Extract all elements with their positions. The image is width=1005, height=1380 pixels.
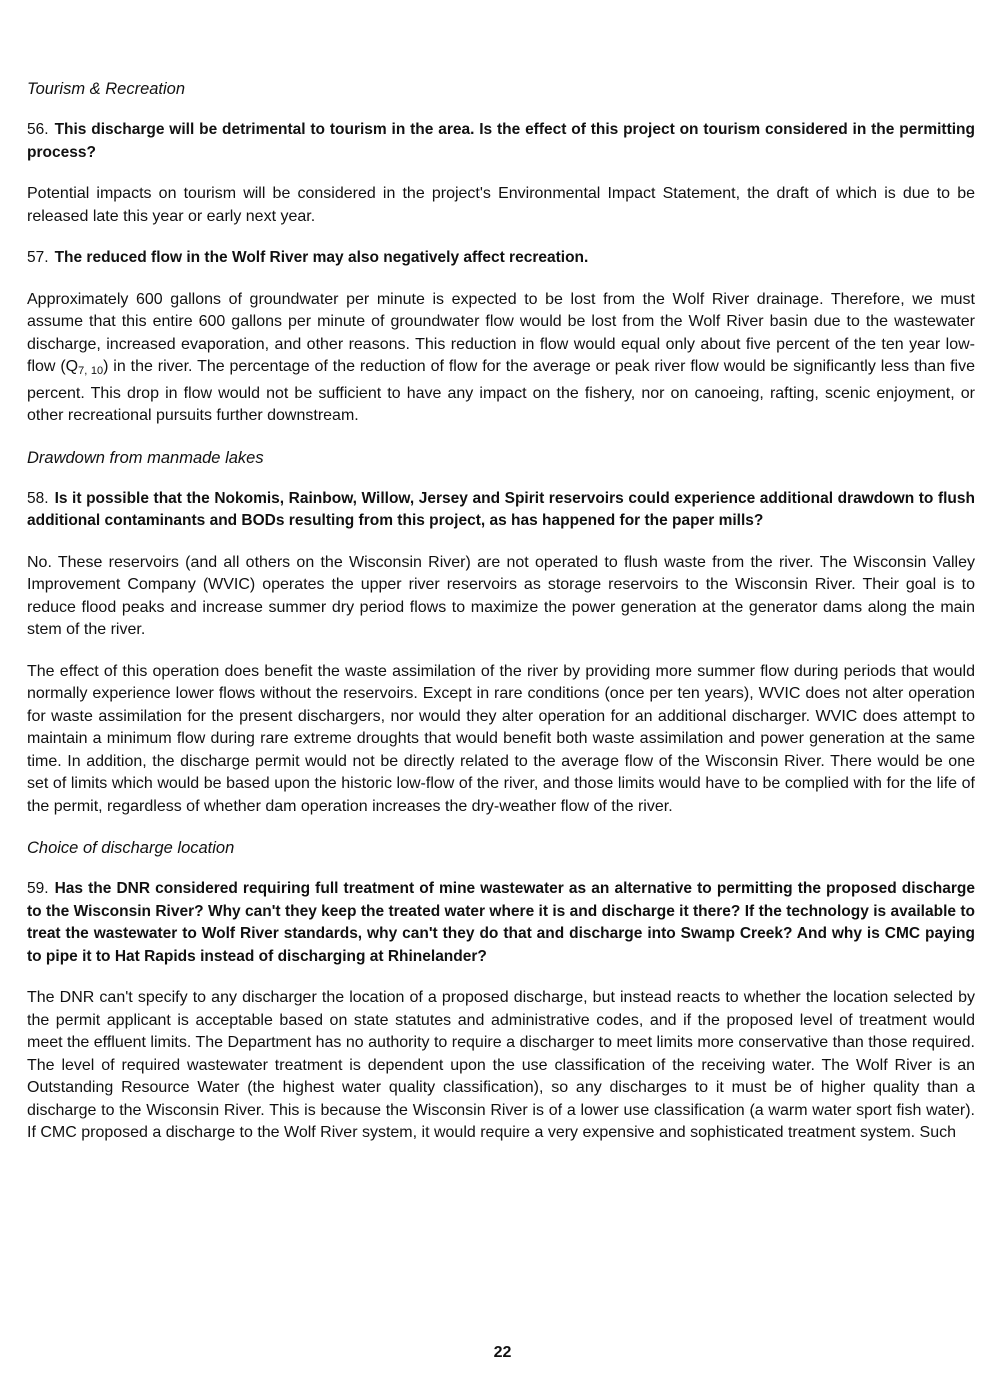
answer-58-paragraph-1: No. These reservoirs (and all others on the Wisconsin River) are not operated to flush waste from the river. The Wisconsin Valley Improvement Company (WVIC) operates the upper river reservoirs as storage reservoirs to the Wisconsin River. Their goal is to reduce flood peaks and increase summer dry period flows to maximize the power generation at the generator dams along the main stem of the river. [27, 553, 975, 638]
question-number: 57. [27, 249, 49, 266]
answer-text: ) in the river. The percentage of the reduction of flow for the average or peak river flow would be significantly less than five percent. This drop in flow would not be sufficient to have any impact on the fishery, nor on canoeing, rafting, scenic enjoyment, or other recreational pursuits further downstream. [27, 358, 976, 424]
document-page [27, 78, 975, 1164]
section-heading-choice: Choice of discharge location [27, 839, 235, 857]
question-58 [27, 488, 975, 533]
question-59 [27, 878, 975, 968]
flow-subscript: 7, 10 [78, 365, 104, 377]
question-text: Has the DNR considered requiring full treatment of mine wastewater as an alternative to permitting the proposed discharge to the Wisconsin River? Why can't they keep the treated water where it is and discharge it there? If the technology is available to treat the wastewater to Wolf River standards, why can't they do that and discharge into Swamp Creek? And why is CMC paying to pipe it to Hat Rapids instead of discharging at Rhinelander? [27, 880, 975, 965]
section-heading-drawdown: Drawdown from manmade lakes [27, 448, 264, 467]
question-number: 58. [27, 489, 49, 507]
question-text: This discharge will be detrimental to tourism in the area. Is the effect of this project on tourism considered in the permitting process? [27, 121, 975, 161]
question-57 [27, 247, 975, 270]
answer-59: The DNR can't specify to any discharger the location of a proposed discharge, but instead reacts to whether the location selected by the permit applicant is acceptable based on state statutes and administrative codes, and if the proposed level of treatment would meet the effluent limits. The Department has no authority to require a discharger to meet limits more conservative than those required. The level of required wastewater treatment is dependent upon the use classification of the receiving water. The Wolf River is an Outstanding Resource Water (the highest water quality classification), so any discharges to it must be of higher quality than a discharge to the Wisconsin River. This is because the Wisconsin River is of a lower use classification (a warm water sport fish water). If CMC proposed a discharge to the Wolf River system, it would require a very expensive and sophisticated treatment system. Such [27, 989, 975, 1141]
question-text: The reduced flow in the Wolf River may also negatively affect recreation. [54, 249, 589, 266]
question-56 [27, 119, 975, 164]
section-heading-tourism: Tourism & Recreation [27, 80, 186, 98]
answer-text: Approximately 600 gallons of groundwater per minute is expected to be lost from the Wolf River drainage. Therefore, we must assume that this entire 600 gallons per minute of groundwater flow would be lost from the Wolf River basin due to the wastewater discharge, increased evaporation, and other reasons. This reduction in flow would equal only about five percent of the ten year low-flow (Q [27, 290, 975, 375]
question-number: 56. [27, 121, 49, 138]
answer-57 [27, 289, 975, 428]
answer-58-paragraph-2: The effect of this operation does benefit the waste assimilation of the river by providing more summer flow during periods that would normally experience lower flows without the reservoirs. Except in rare conditions (once per ten years), WVIC does not alter operation for waste assimilation for the present dischargers, nor would they alter operation for an additional discharger. WVIC does attempt to maintain a minimum flow during rare extreme droughts that would benefit both waste assimilation and power generation at the same time. In addition, the discharge permit would not be directly related to the average flow of the Wisconsin River. There would be one set of limits which would be based upon the historic low-flow of the river, and those limits would have to be complied with for the life of the permit, regardless of whether dam operation increases the dry-weather flow of the river. [27, 662, 975, 815]
page-number: 22 [493, 1344, 512, 1361]
question-text: Is it possible that the Nokomis, Rainbow, Willow, Jersey and Spirit reservoirs could experience additional drawdown to flush additional contaminants and BODs resulting from this project, as has happened for the paper mills? [27, 489, 975, 529]
question-number: 59. [27, 880, 49, 897]
answer-56: Potential impacts on tourism will be considered in the project's Environmental Impact Statement, the draft of which is due to be released late this year or early next year. [27, 185, 975, 225]
